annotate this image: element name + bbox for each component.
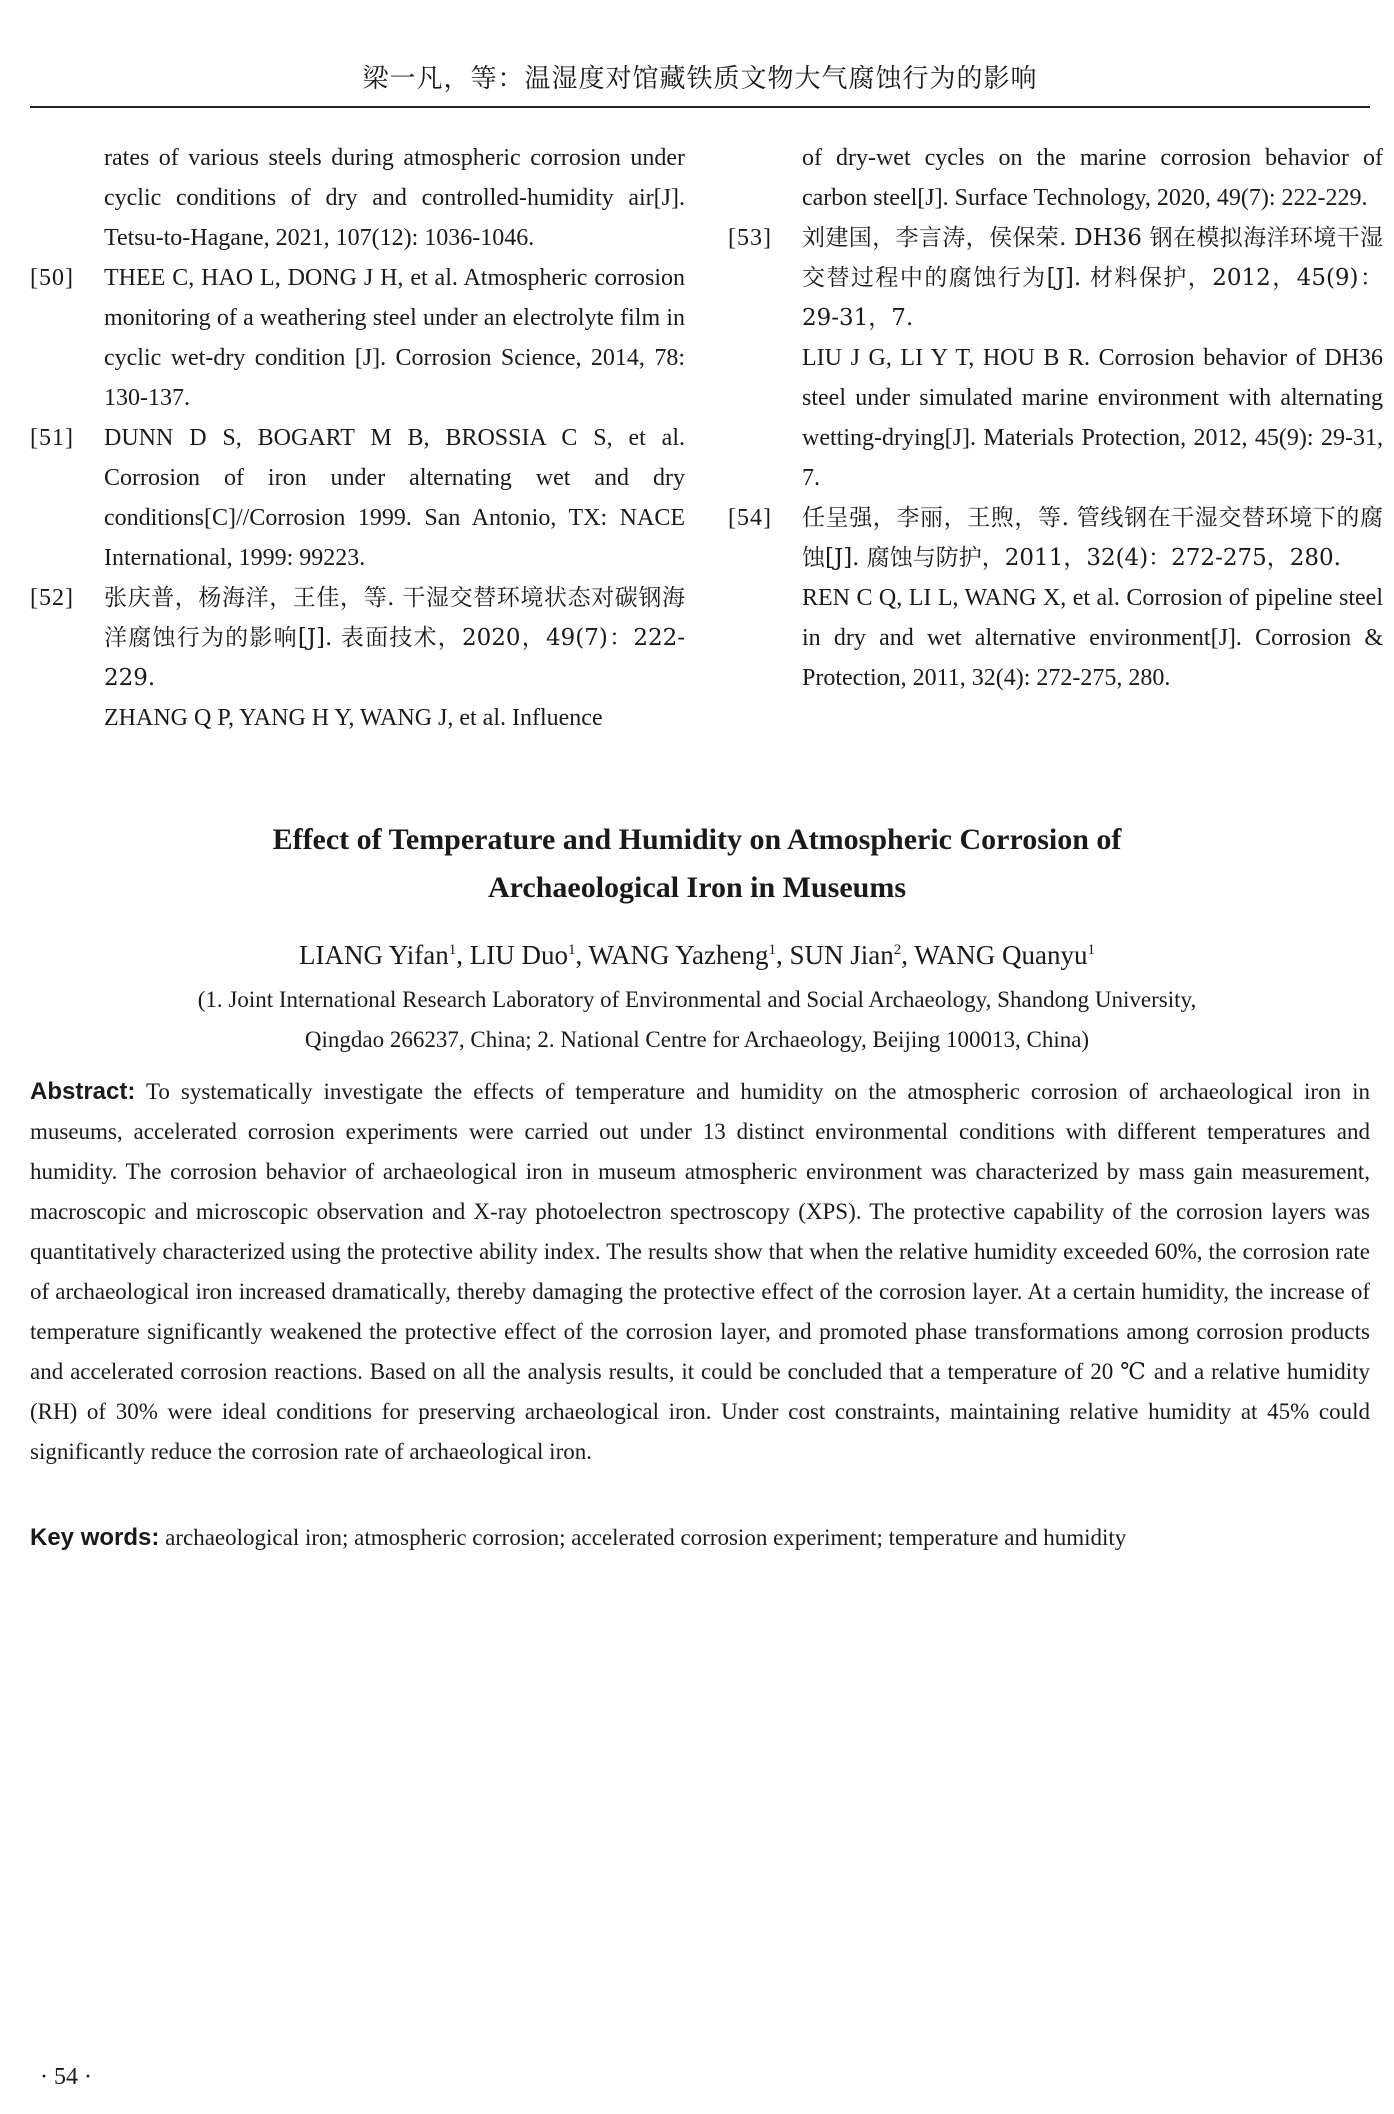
affiliations bbox=[100, 980, 1294, 1060]
author-name: WANG Yazheng bbox=[588, 940, 769, 970]
author-affiliation-mark: 1 bbox=[1087, 942, 1095, 958]
references-left-column bbox=[30, 138, 685, 738]
reference-text: LIU J G, LI Y T, HOU B R. Corrosion behavior of DH36 steel under simulated marine environment with alternating wetting-drying[J]. Materials Protection, 2012, 45(9): 29-31, 7. bbox=[802, 345, 1383, 491]
author-list: LIANG Yifan$^1$, LIU Duo$^1$, WANG Yazheng$^1$, SUN Jian$^2$, WANG Quanyu$^1$ bbox=[299, 940, 1095, 970]
reference-item-51 bbox=[30, 418, 685, 578]
author-affiliation-mark: 2 bbox=[893, 942, 902, 958]
affiliation-line: Qingdao 266237, China; 2. National Centre for Archaeology, Beijing 100013, China) bbox=[304, 1027, 1090, 1052]
author-affiliation-mark: 1 bbox=[768, 942, 776, 958]
reference-text: REN C Q, LI L, WANG X, et al. Corrosion of pipeline steel in dry and wet alternative environment[J]. Corrosion & Protection, 2011, 32(4): 272-275, 280. bbox=[802, 585, 1383, 691]
reference-item-52 bbox=[30, 578, 685, 738]
author-name: SUN Jian bbox=[789, 940, 894, 970]
reference-continuation bbox=[728, 138, 1383, 218]
reference-text: DUNN D S, BOGART M B, BROSSIA C S, et al. Corrosion of iron under alternating wet and dry conditions[C]//Corrosion 1999. San Antonio, TX: NACE International, 1999: 99223. bbox=[104, 425, 685, 571]
keywords-text: archaeological iron; atmospheric corrosion; accelerated corrosion experiment; temperature and humidity bbox=[165, 1525, 1127, 1550]
keywords-label: Key words: bbox=[30, 1524, 160, 1551]
reference-text: of dry-wet cycles on the marine corrosion behavior of carbon steel[J]. Surface Technology, 2020, 49(7): 222-229. bbox=[802, 145, 1383, 211]
reference-text-chinese: 张庆普，杨海洋，王佳，等. 干湿交替环境状态对碳钢海洋腐蚀行为的影响[J]. 表面技术，2020，49(7)：222-229. bbox=[104, 585, 685, 691]
author-name: LIANG Yifan bbox=[299, 940, 449, 970]
reference-item-50 bbox=[30, 258, 685, 418]
reference-text-chinese: 任呈强，李丽，王煦，等. 管线钢在干湿交替环境下的腐蚀[J]. 腐蚀与防护，2011，32(4)：272-275，280. bbox=[802, 505, 1383, 571]
abstract bbox=[30, 1072, 1370, 1472]
reference-text-chinese: 刘建国，李言涛，侯保荣. DH36 钢在模拟海洋环境干湿交替过程中的腐蚀行为[J]. 材料保护，2012，45(9)：29-31，7. bbox=[802, 225, 1383, 331]
reference-item-53 bbox=[728, 218, 1383, 498]
page-number: · 54 · bbox=[40, 2064, 92, 2090]
article-title-line: Effect of Temperature and Humidity on Atmospheric Corrosion of bbox=[272, 823, 1122, 856]
author-name: WANG Quanyu bbox=[914, 940, 1088, 970]
reference-continuation bbox=[30, 138, 685, 258]
abstract-label: Abstract: bbox=[30, 1078, 136, 1105]
author-name: LIU Duo bbox=[469, 940, 568, 970]
reference-text: rates of various steels during atmospheric corrosion under cyclic conditions of dry and controlled-humidity air[J]. Tetsu-to-Hagane, 2021, 107(12): 1036-1046. bbox=[104, 145, 685, 251]
keywords bbox=[30, 1518, 1370, 1558]
author-affiliation-mark: 1 bbox=[567, 942, 576, 958]
abstract-text: To systematically investigate the effects of temperature and humidity on the atmospheric corrosion of archaeological iron in museums, accelerated corrosion experiments were carried out under 13 distinct environmental conditions with different temperatures and humidity. The corrosion behavior of archaeological iron in museum atmospheric environment was characterized by mass gain measurement, macroscopic and microscopic observation and X-ray photoelectron spectroscopy (XPS). The protective capability of the corrosion layers was quantitatively characterized using the protective ability index. The results show that when the relative humidity exceeded 60%, the corrosion rate of archaeological iron increased dramatically, thereby damaging the protective effect of the corrosion layer. At a certain humidity, the increase of temperature significantly weakened the protective effect of the corrosion layer, and promoted phase transformations among corrosion products and accelerated corrosion reactions. Based on all the analysis results, it could be concluded that a temperature of 20 ℃ and a relative humidity (RH) of 30% were ideal conditions for preserving archaeological iron. Under cost constraints, maintaining relative humidity at 45% could significantly reduce the corrosion rate of archaeological iron. bbox=[30, 1079, 1370, 1464]
reference-text: THEE C, HAO L, DONG J H, et al. Atmospheric corrosion monitoring of a weathering steel under an electrolyte film in cyclic wet-dry condition [J]. Corrosion Science, 2014, 78: 130-137. bbox=[104, 265, 685, 411]
reference-number: [50] bbox=[30, 265, 74, 291]
reference-text: ZHANG Q P, YANG H Y, WANG J, et al. Influence bbox=[104, 705, 603, 731]
article-title bbox=[100, 816, 1294, 912]
reference-number: [54] bbox=[728, 505, 772, 531]
affiliation-line: (1. Joint International Research Laboratory of Environmental and Social Archaeology, Shandong University, bbox=[197, 987, 1197, 1012]
reference-number: [52] bbox=[30, 585, 74, 611]
running-header: 梁一凡，等：温湿度对馆藏铁质文物大气腐蚀行为的影响 bbox=[362, 64, 1038, 94]
reference-number: [51] bbox=[30, 425, 74, 451]
reference-number: [53] bbox=[728, 225, 772, 251]
article-title-line: Archaeological Iron in Museums bbox=[487, 871, 907, 904]
header-rule bbox=[30, 106, 1370, 108]
reference-item-54 bbox=[728, 498, 1383, 698]
author-affiliation-mark: 1 bbox=[448, 942, 457, 958]
references-right-column bbox=[728, 138, 1383, 698]
